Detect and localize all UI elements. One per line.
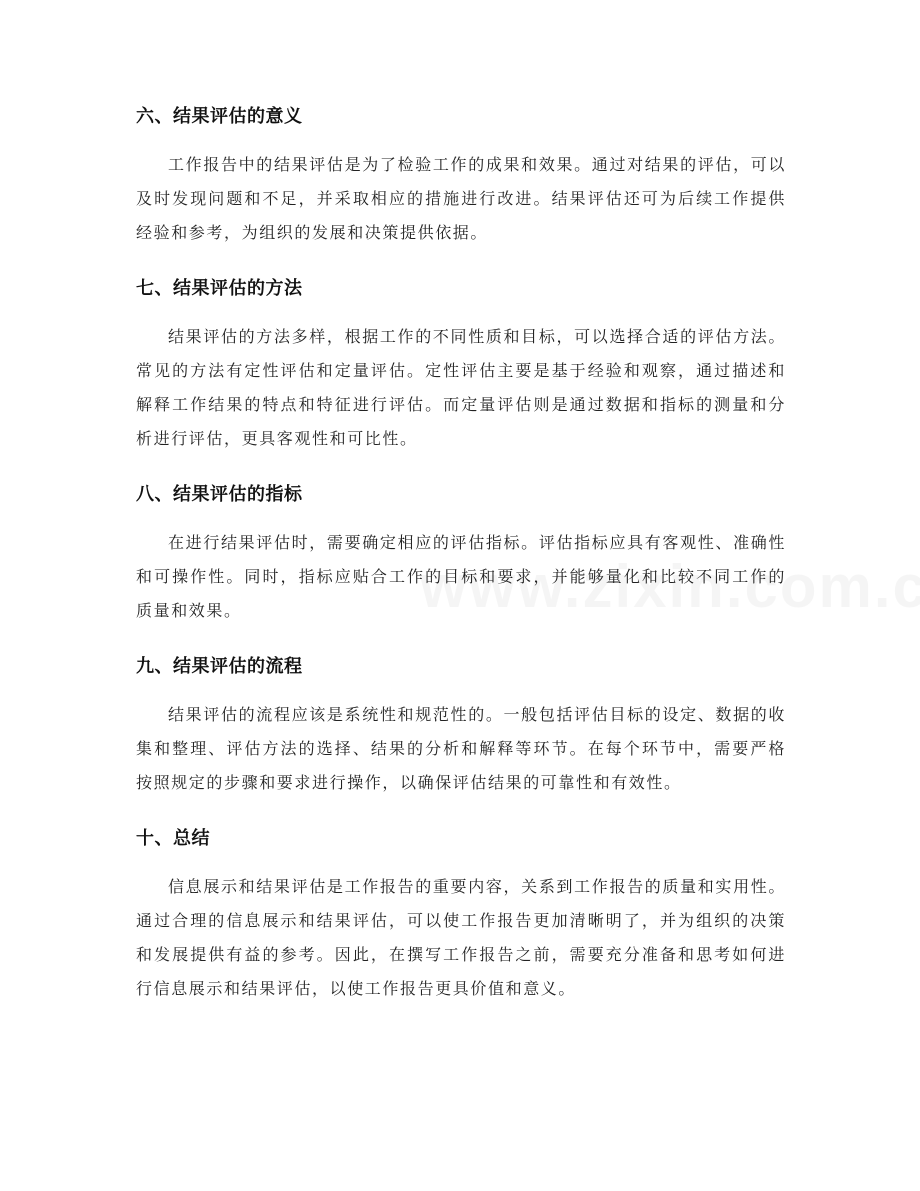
section-paragraph: 结果评估的流程应该是系统性和规范性的。一般包括评估目标的设定、数据的收集和整理、评估方法的选择、结果的分析和解释等环节。在每个环节中，需要严格按照规定的步骤和要求进行操作，以确保评估结果的可靠性和有效性。: [136, 705, 786, 792]
section-heading: 十、总结: [136, 828, 210, 849]
section-process: [136, 654, 786, 800]
section-heading: 六、结果评估的意义: [136, 106, 303, 127]
section-methods: [136, 276, 786, 456]
section-paragraph: 在进行结果评估时，需要确定相应的评估指标。评估指标应具有客观性、准确性和可操作性。同时，指标应贴合工作的目标和要求，并能够量化和比较不同工作的质量和效果。: [136, 533, 786, 620]
section-summary: [136, 826, 786, 1006]
document-content: [136, 104, 786, 1032]
section-paragraph: 信息展示和结果评估是工作报告的重要内容，关系到工作报告的质量和实用性。通过合理的信息展示和结果评估，可以使工作报告更加清晰明了，并为组织的决策和发展提供有益的参考。因此，在撰写工作报告之前，需要充分准备和思考如何进行信息展示和结果评估，以使工作报告更具价值和意义。: [136, 877, 786, 998]
section-heading: 九、结果评估的流程: [136, 656, 303, 677]
section-paragraph: 工作报告中的结果评估是为了检验工作的成果和效果。通过对结果的评估，可以及时发现问题和不足，并采取相应的措施进行改进。结果评估还可为后续工作提供经验和参考，为组织的发展和决策提供依据。: [136, 155, 786, 242]
section-indicators: [136, 482, 786, 628]
section-paragraph: 结果评估的方法多样，根据工作的不同性质和目标，可以选择合适的评估方法。常见的方法有定性评估和定量评估。定性评估主要是基于经验和观察，通过描述和解释工作结果的特点和特征进行评估。而定量评估则是通过数据和指标的测量和分析进行评估，更具客观性和可比性。: [136, 327, 786, 448]
section-significance: [136, 104, 786, 250]
section-heading: 八、结果评估的指标: [136, 484, 303, 505]
section-heading: 七、结果评估的方法: [136, 278, 303, 299]
